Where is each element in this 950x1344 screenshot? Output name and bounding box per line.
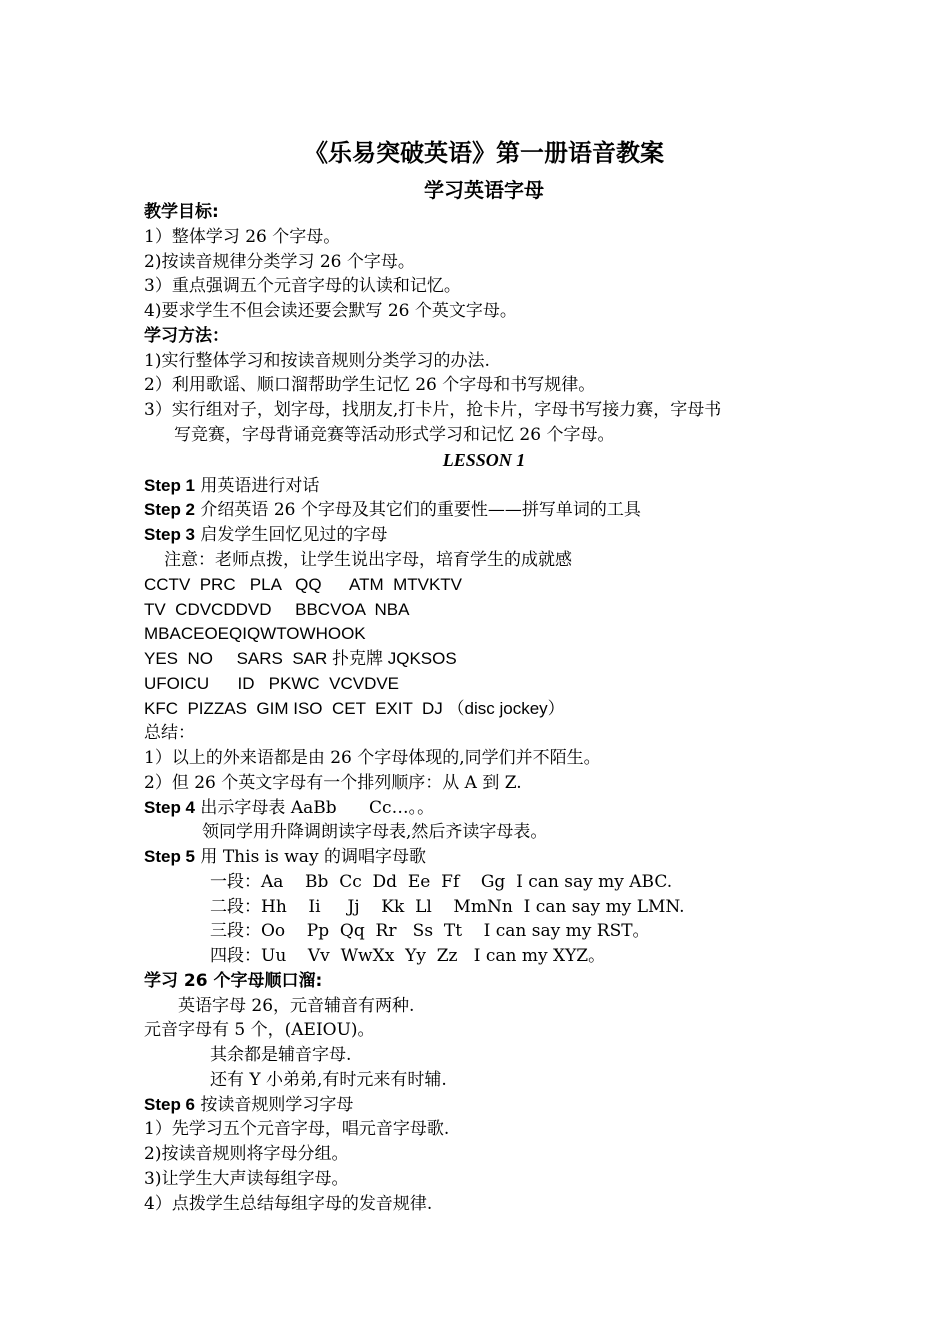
rhyme-line: 元音字母有 5 个，(AEIOU)。 bbox=[144, 1020, 375, 1040]
step-text: 按读音规则学习字母 bbox=[195, 1095, 354, 1115]
step-4-note: 领同学用升降调朗读字母表,然后齐读字母表。 bbox=[202, 822, 548, 842]
objectives-heading: 教学目标: bbox=[144, 202, 219, 222]
step-text: 介绍英语 26 个字母及其它们的重要性——拼写单词的工具 bbox=[195, 500, 641, 520]
abbreviation-line: CCTV PRC PLA QQ ATM MTVKTV bbox=[144, 575, 463, 594]
abbreviation-line: YES NO SARS SAR 扑克牌 JQKSOS bbox=[144, 649, 457, 668]
lesson-title: LESSON 1 bbox=[442, 450, 526, 470]
step-5 bbox=[144, 845, 426, 869]
abbreviation-line: KFC PIZZAS GIM ISO CET EXIT DJ （disc jockey） bbox=[144, 699, 565, 718]
step-label: Step 2 bbox=[144, 500, 196, 519]
document-subtitle: 学习英语字母 bbox=[424, 178, 544, 202]
step-label: Step 5 bbox=[144, 847, 196, 866]
rhyme-heading: 学习 26 个字母顺口溜: bbox=[144, 971, 323, 991]
step-label: Step 3 bbox=[144, 525, 196, 544]
method-item: 1)实行整体学习和按读音规则分类学习的办法. bbox=[144, 351, 490, 371]
methods-heading: 学习方法： bbox=[144, 326, 229, 346]
abbreviation-line: UFOICU ID PKWC VCVDVE bbox=[144, 674, 400, 693]
step-label: Step 1 bbox=[144, 476, 196, 495]
rhyme-line: 其余都是辅音字母. bbox=[210, 1045, 352, 1065]
objective-item: 1）整体学习 26 个字母。 bbox=[144, 227, 341, 247]
step-6-item: 2)按读音规则将字母分组。 bbox=[144, 1144, 349, 1164]
step-6 bbox=[144, 1093, 353, 1117]
song-verse: 三段：Oo Pp Qq Rr Ss Tt I can say my RST。 bbox=[210, 921, 650, 941]
step-1 bbox=[144, 474, 319, 498]
step-text: 出示字母表 AaBb Cc…。。 bbox=[195, 798, 435, 818]
step-text: 用 This is way 的调唱字母歌 bbox=[195, 847, 426, 867]
objective-item: 4)要求学生不但会读还要会默写 26 个英文字母。 bbox=[144, 301, 517, 321]
document-title: 《乐易突破英语》第一册语音教案 bbox=[304, 139, 664, 167]
summary-heading: 总结： bbox=[144, 723, 195, 743]
step-text: 启发学生回忆见过的字母 bbox=[195, 525, 388, 545]
step-3 bbox=[144, 523, 387, 547]
objective-item: 3）重点强调五个元音字母的认读和记忆。 bbox=[144, 276, 461, 296]
step-4 bbox=[144, 796, 434, 820]
method-item: 3）实行组对子，划字母，找朋友,打卡片，抢卡片，字母书写接力赛，字母书 bbox=[144, 400, 722, 420]
step-label: Step 4 bbox=[144, 798, 196, 817]
summary-item: 1）以上的外来语都是由 26 个字母体现的,同学们并不陌生。 bbox=[144, 748, 601, 768]
step-text: 用英语进行对话 bbox=[195, 476, 320, 496]
step-6-item: 1）先学习五个元音字母，唱元音字母歌. bbox=[144, 1119, 450, 1139]
rhyme-line: 英语字母 26，元音辅音有两种. bbox=[178, 996, 415, 1016]
step-label: Step 6 bbox=[144, 1095, 196, 1114]
objective-item: 2)按读音规律分类学习 26 个字母。 bbox=[144, 252, 415, 272]
method-item: 2）利用歌谣、顺口溜帮助学生记忆 26 个字母和书写规律。 bbox=[144, 375, 596, 395]
step-3-note: 注意：老师点拨，让学生说出字母，培育学生的成就感 bbox=[164, 550, 572, 570]
step-2 bbox=[144, 498, 641, 522]
abbreviation-line: MBACEOEQIQWTOWHOOK bbox=[144, 624, 366, 643]
song-verse: 二段：Hh Ii Jj Kk Ll MmNn I can say my LMN. bbox=[210, 897, 685, 917]
step-6-item: 3)让学生大声读每组字母。 bbox=[144, 1169, 349, 1189]
method-item-continued: 写竞赛，字母背诵竞赛等活动形式学习和记忆 26 个字母。 bbox=[174, 425, 615, 445]
song-verse: 四段：Uu Vv WwXx Yy Zz I can my XYZ。 bbox=[210, 946, 606, 966]
step-6-item: 4）点拨学生总结每组字母的发音规律. bbox=[144, 1194, 433, 1214]
summary-item: 2）但 26 个英文字母有一个排列顺序：从 A 到 Z. bbox=[144, 773, 522, 793]
rhyme-line: 还有 Y 小弟弟,有时元来有时辅. bbox=[210, 1070, 447, 1090]
abbreviation-line: TV CDVCDDVD BBCVOA NBA bbox=[144, 600, 410, 619]
song-verse: 一段：Aa Bb Cc Dd Ee Ff Gg I can say my ABC. bbox=[210, 872, 673, 892]
